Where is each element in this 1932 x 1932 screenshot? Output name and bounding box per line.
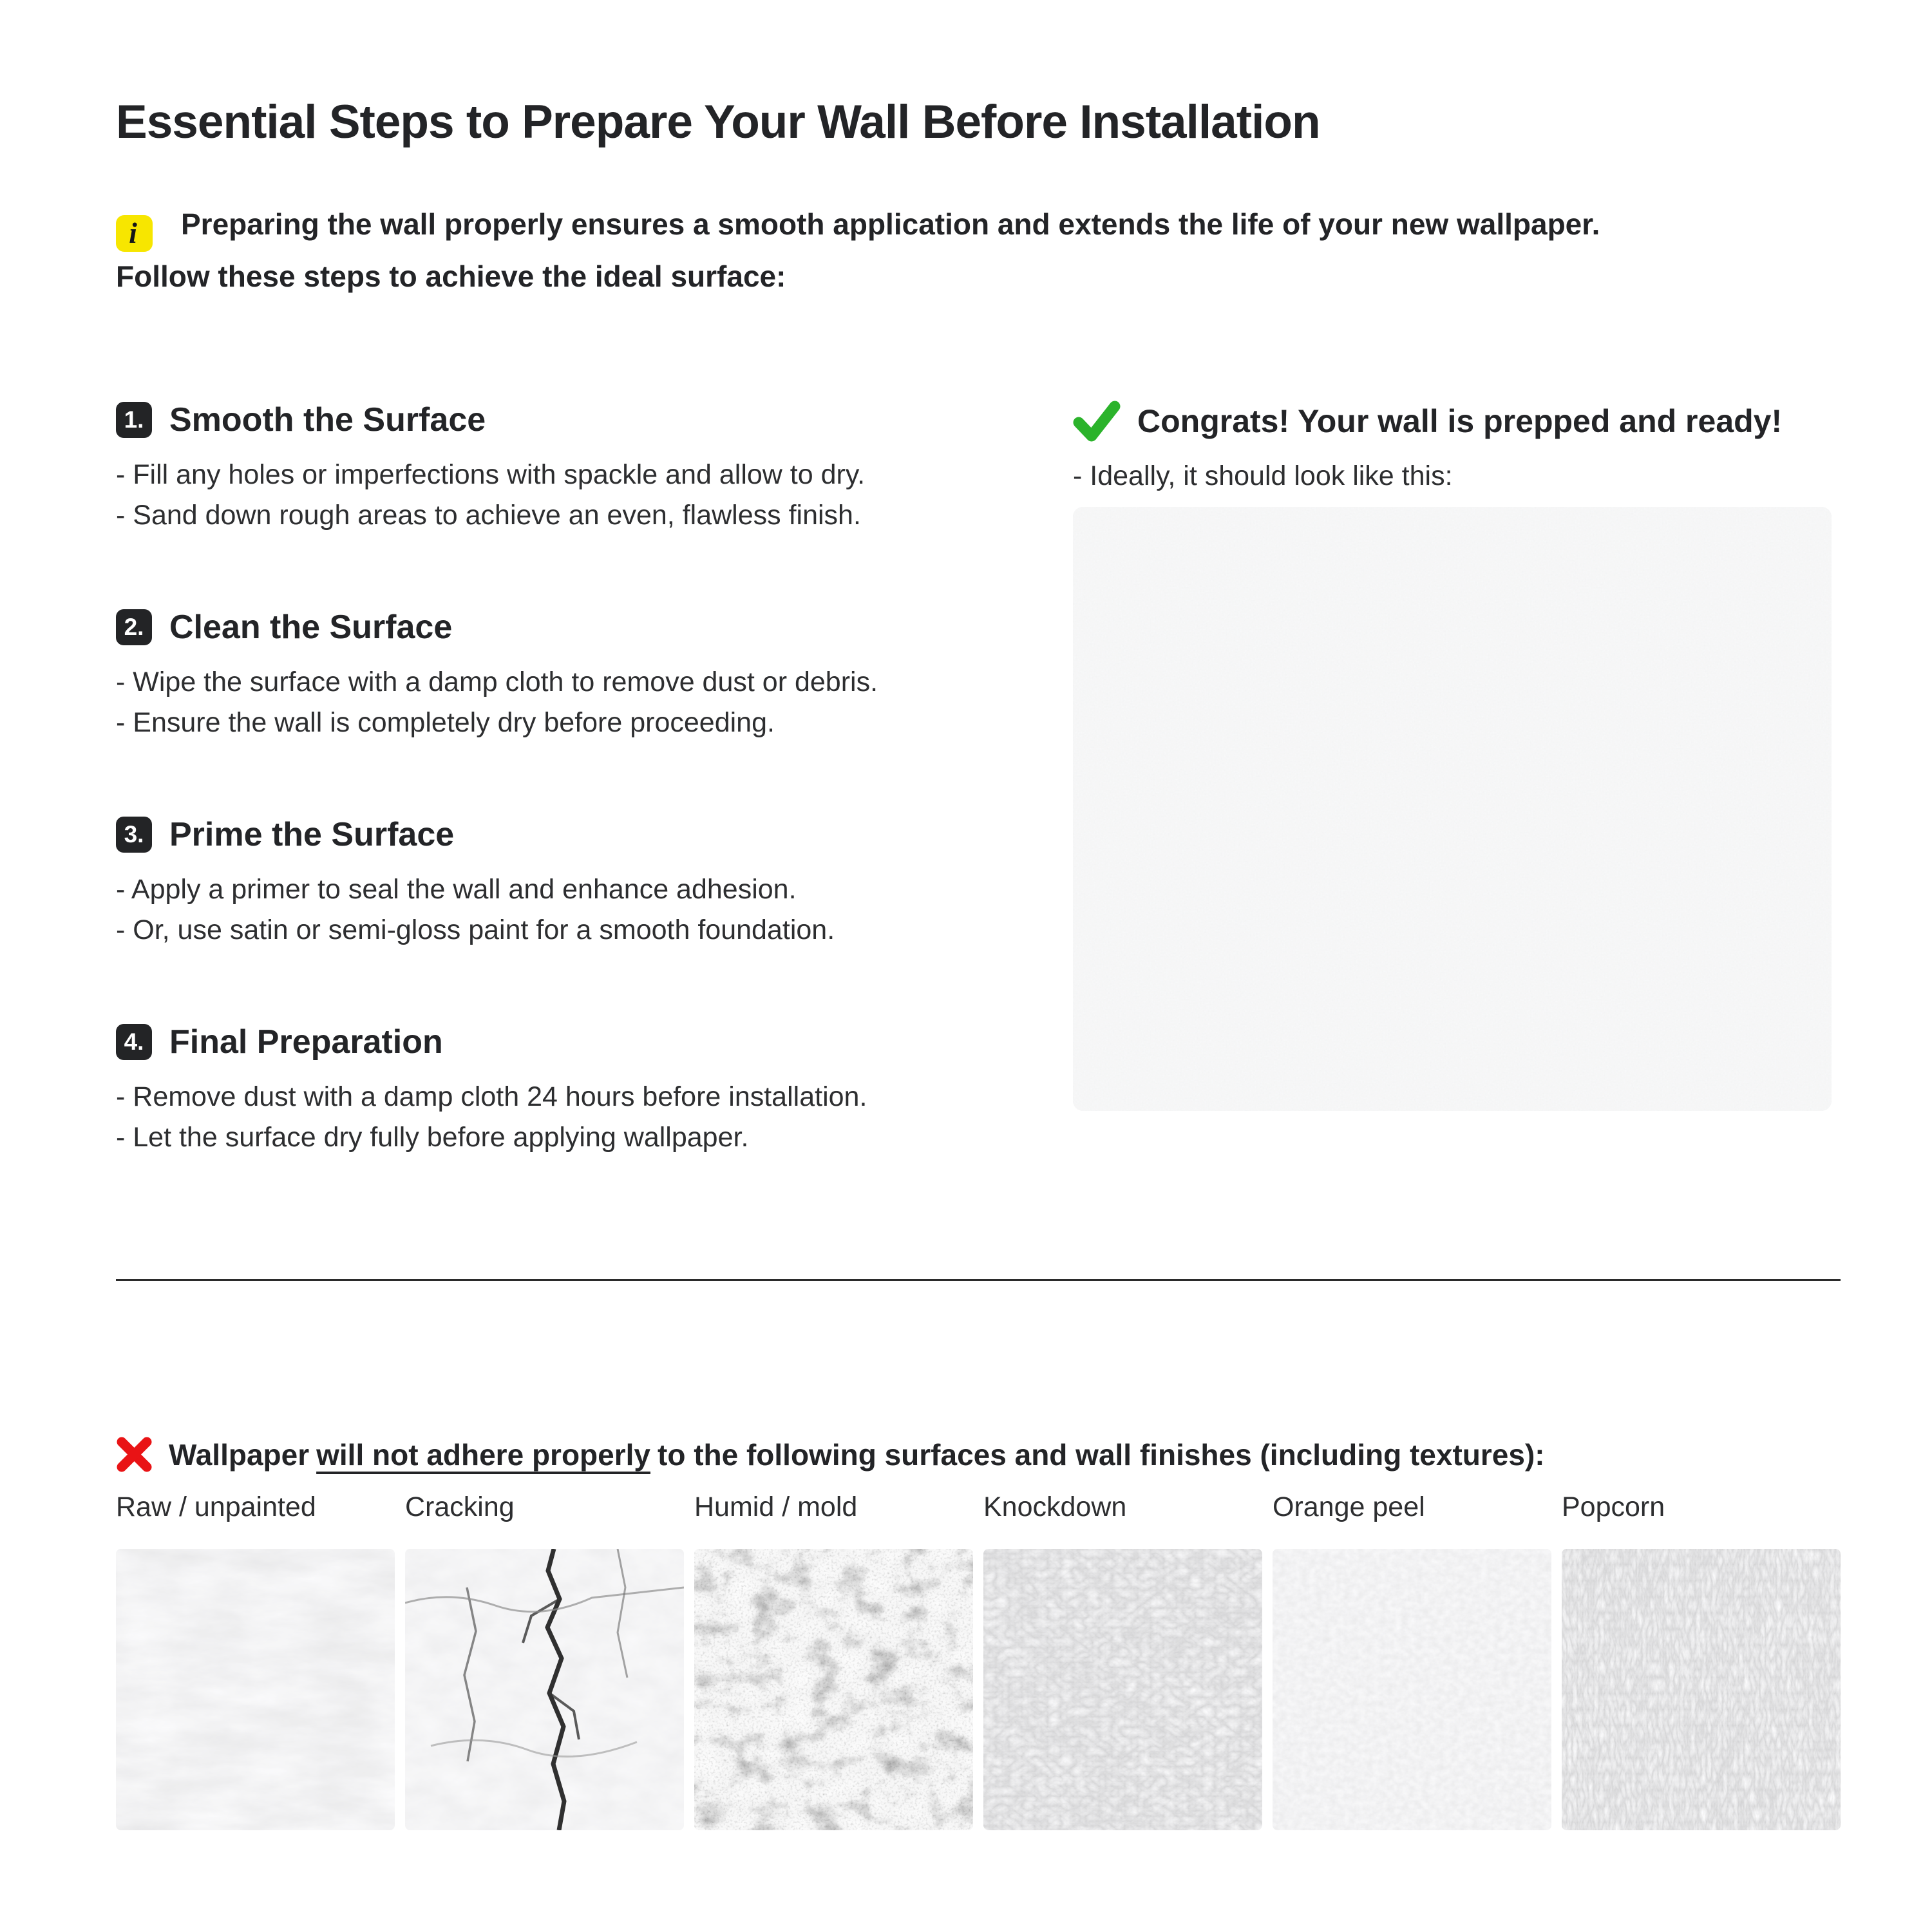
result-subtitle: - Ideally, it should look like this: — [1073, 460, 1453, 491]
surface-card-popcorn — [1562, 1492, 1841, 1830]
intro-line-1: Preparing the wall properly ensures a smooth application and extends the life of your new wallpaper. — [181, 207, 1600, 241]
surface-card-humid-mold — [694, 1492, 973, 1830]
step-2-bullet-1: - Wipe the surface with a damp cloth to remove dust or debris. — [116, 667, 878, 697]
surface-label-popcorn: Popcorn — [1562, 1492, 1665, 1522]
surface-texture-cracking — [405, 1549, 684, 1830]
x-icon — [116, 1436, 153, 1473]
surface-card-cracking — [405, 1492, 684, 1830]
step-1-bullet-2: - Sand down rough areas to achieve an even, flawless finish. — [116, 500, 861, 531]
surface-texture-humid-mold — [694, 1549, 973, 1830]
step-3-number-badge: 3. — [116, 817, 152, 853]
intro-line-2: Follow these steps to achieve the ideal surface: — [116, 259, 786, 293]
result-column — [1073, 401, 1832, 1230]
step-1 — [116, 401, 1073, 536]
warning-note — [116, 1436, 1893, 1473]
warning-emphasis: will not adhere properly — [316, 1437, 650, 1472]
step-3-bullet-1: - Apply a primer to seal the wall and enhance adhesion. — [116, 874, 797, 905]
surface-card-orange-peel — [1273, 1492, 1551, 1830]
surface-texture-raw-unpainted — [116, 1549, 395, 1830]
surface-label-cracking: Cracking — [405, 1492, 515, 1522]
steps-column — [116, 401, 1073, 1230]
step-2-bullet-2: - Ensure the wall is completely dry before proceeding. — [116, 707, 775, 738]
step-4-header — [116, 1023, 1073, 1061]
page-title: Essential Steps to Prepare Your Wall Before Installation — [116, 96, 1320, 148]
step-2-header — [116, 608, 1073, 647]
surface-label-raw-unpainted: Raw / unpainted — [116, 1492, 316, 1522]
warning-prefix: Wallpaper — [169, 1437, 310, 1472]
surface-texture-knockdown — [983, 1549, 1262, 1830]
check-icon — [1073, 401, 1121, 442]
step-4-number-badge: 4. — [116, 1024, 152, 1060]
step-3-bullets — [116, 869, 1073, 951]
step-1-number-badge: 1. — [116, 402, 152, 438]
step-3-title: Prime the Surface — [169, 816, 455, 853]
info-icon — [116, 215, 153, 252]
info-icon-glyph: i — [129, 216, 137, 249]
step-3-header — [116, 815, 1073, 854]
step-4-bullets — [116, 1077, 1073, 1158]
surface-label-knockdown: Knockdown — [983, 1492, 1127, 1522]
step-2-bullets — [116, 662, 1073, 743]
warning-text — [169, 1437, 1545, 1472]
surface-label-orange-peel: Orange peel — [1273, 1492, 1425, 1522]
surface-texture-popcorn — [1562, 1549, 1841, 1830]
step-3 — [116, 815, 1073, 951]
result-header — [1073, 401, 1832, 442]
step-4-bullet-1: - Remove dust with a damp cloth 24 hours before installation. — [116, 1081, 867, 1112]
step-3-bullet-2: - Or, use satin or semi-gloss paint for a smooth foundation. — [116, 914, 835, 945]
step-4-bullet-2: - Let the surface dry fully before applying wallpaper. — [116, 1122, 749, 1153]
content-columns — [116, 401, 1832, 1230]
step-1-bullet-1: - Fill any holes or imperfections with spackle and allow to dry. — [116, 459, 866, 490]
step-2-title: Clean the Surface — [169, 609, 453, 646]
step-2 — [116, 608, 1073, 743]
section-divider — [116, 1279, 1841, 1281]
step-4-title: Final Preparation — [169, 1023, 443, 1061]
prepped-wall-image — [1073, 507, 1832, 1111]
bad-surfaces-grid — [116, 1492, 1841, 1830]
step-2-number-badge: 2. — [116, 609, 152, 645]
surface-card-raw-unpainted — [116, 1492, 395, 1830]
surface-label-humid-mold: Humid / mold — [694, 1492, 858, 1522]
surface-card-knockdown — [983, 1492, 1262, 1830]
surface-texture-orange-peel — [1273, 1549, 1551, 1830]
step-1-title: Smooth the Surface — [169, 401, 486, 439]
result-title: Congrats! Your wall is prepped and ready! — [1137, 403, 1783, 439]
intro-note — [116, 200, 1852, 301]
step-1-header — [116, 401, 1073, 439]
step-4 — [116, 1023, 1073, 1158]
step-1-bullets — [116, 455, 1073, 536]
warning-suffix: to the following surfaces and wall finishes (including textures): — [658, 1437, 1545, 1472]
